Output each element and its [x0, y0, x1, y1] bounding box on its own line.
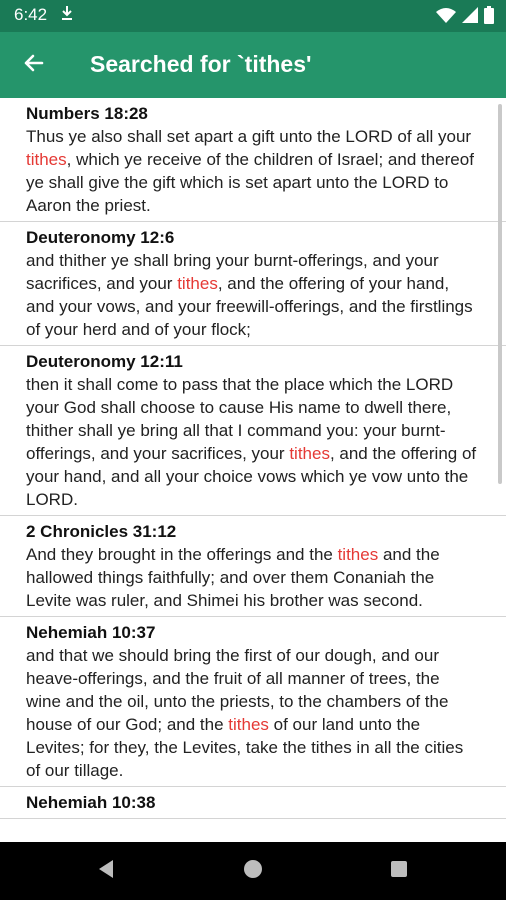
verse-text-part: then it shall come to pass that the place which the LORD your God shall choose to cause His name to dwell there, thither shall ye bring all that I command you: your burnt-offerings, and your sacrifices, your: [26, 375, 454, 463]
back-triangle-icon: [97, 859, 115, 884]
verse-item[interactable]: [0, 222, 506, 346]
battery-icon: [484, 6, 494, 29]
search-highlight: tithes: [228, 715, 269, 734]
wifi-icon: [436, 7, 456, 28]
download-icon: [60, 5, 74, 25]
app-bar: [0, 32, 506, 98]
scrollbar[interactable]: [498, 104, 502, 484]
verse-text-part: And they brought in the offerings and the: [26, 545, 338, 564]
verse-text-part: and the hallowed things faithfully; and over them Conaniah the Levite was ruler, and Shimei his brother was second.: [26, 545, 440, 610]
search-highlight: tithes: [26, 150, 67, 169]
verse-reference: 2 Chronicles 31:12: [26, 522, 177, 541]
verse-item[interactable]: [0, 787, 506, 819]
verse-item[interactable]: [0, 346, 506, 516]
verse-item[interactable]: [0, 98, 506, 222]
verse-text-part: of our land unto the Levites; for they, the Levites, take the tithes in all the cities of our tillage.: [26, 715, 464, 780]
nav-recents-button[interactable]: [387, 859, 411, 883]
verse-item[interactable]: [0, 617, 506, 787]
nav-back-button[interactable]: [94, 859, 118, 883]
arrow-left-icon: [22, 51, 46, 80]
search-highlight: tithes: [289, 444, 330, 463]
verse-reference: Deuteronomy 12:6: [26, 228, 175, 247]
nav-home-button[interactable]: [241, 859, 265, 883]
search-results-list[interactable]: [0, 98, 506, 842]
verse-reference: Nehemiah 10:37: [26, 623, 156, 642]
home-circle-icon: [243, 859, 263, 884]
verse-text-part: , and the offering of your hand, and all your choice vows which ye vow unto the LORD.: [26, 444, 477, 509]
search-highlight: tithes: [177, 274, 218, 293]
recents-square-icon: [390, 860, 408, 883]
verse-text-part: and thither ye shall bring your burnt-offerings, and your sacrifices, and your: [26, 251, 439, 293]
signal-icon: [462, 7, 478, 28]
verse-text-part: and that we should bring the first of our dough, and our heave-offerings, and the fruit of all manner of trees, the wine and the oil, unto the priests, to the chambers of the house of our God; and the: [26, 646, 449, 734]
back-button[interactable]: [18, 49, 50, 81]
verse-text: [26, 373, 478, 511]
status-time: 6:42: [14, 5, 48, 24]
verse-text-part: , which ye receive of the children of Israel; and thereof ye shall give the gift which is set apart unto the LORD to Aaron the priest.: [26, 150, 474, 215]
status-bar: [0, 0, 506, 32]
verse-reference: Deuteronomy 12:11: [26, 352, 183, 371]
verse-text: [26, 644, 478, 782]
verse-item[interactable]: [0, 516, 506, 617]
verse-reference: Numbers 18:28: [26, 104, 148, 123]
verse-text-part: , and the offering of your hand, and your vows, and your freewill-offerings, and the firstlings of your herd and of your flock;: [26, 274, 473, 339]
search-highlight: tithes: [337, 545, 379, 564]
verse-text: [26, 249, 478, 341]
verse-text-part: Thus ye also shall set apart a gift unto the LORD of all your: [26, 127, 472, 146]
page-title: Searched for `tithes': [90, 51, 312, 77]
verse-reference: Nehemiah 10:38: [26, 793, 156, 812]
system-nav-bar: [0, 842, 506, 900]
status-icons: [436, 6, 494, 29]
verse-text: [26, 125, 478, 217]
verse-text: [26, 543, 478, 612]
